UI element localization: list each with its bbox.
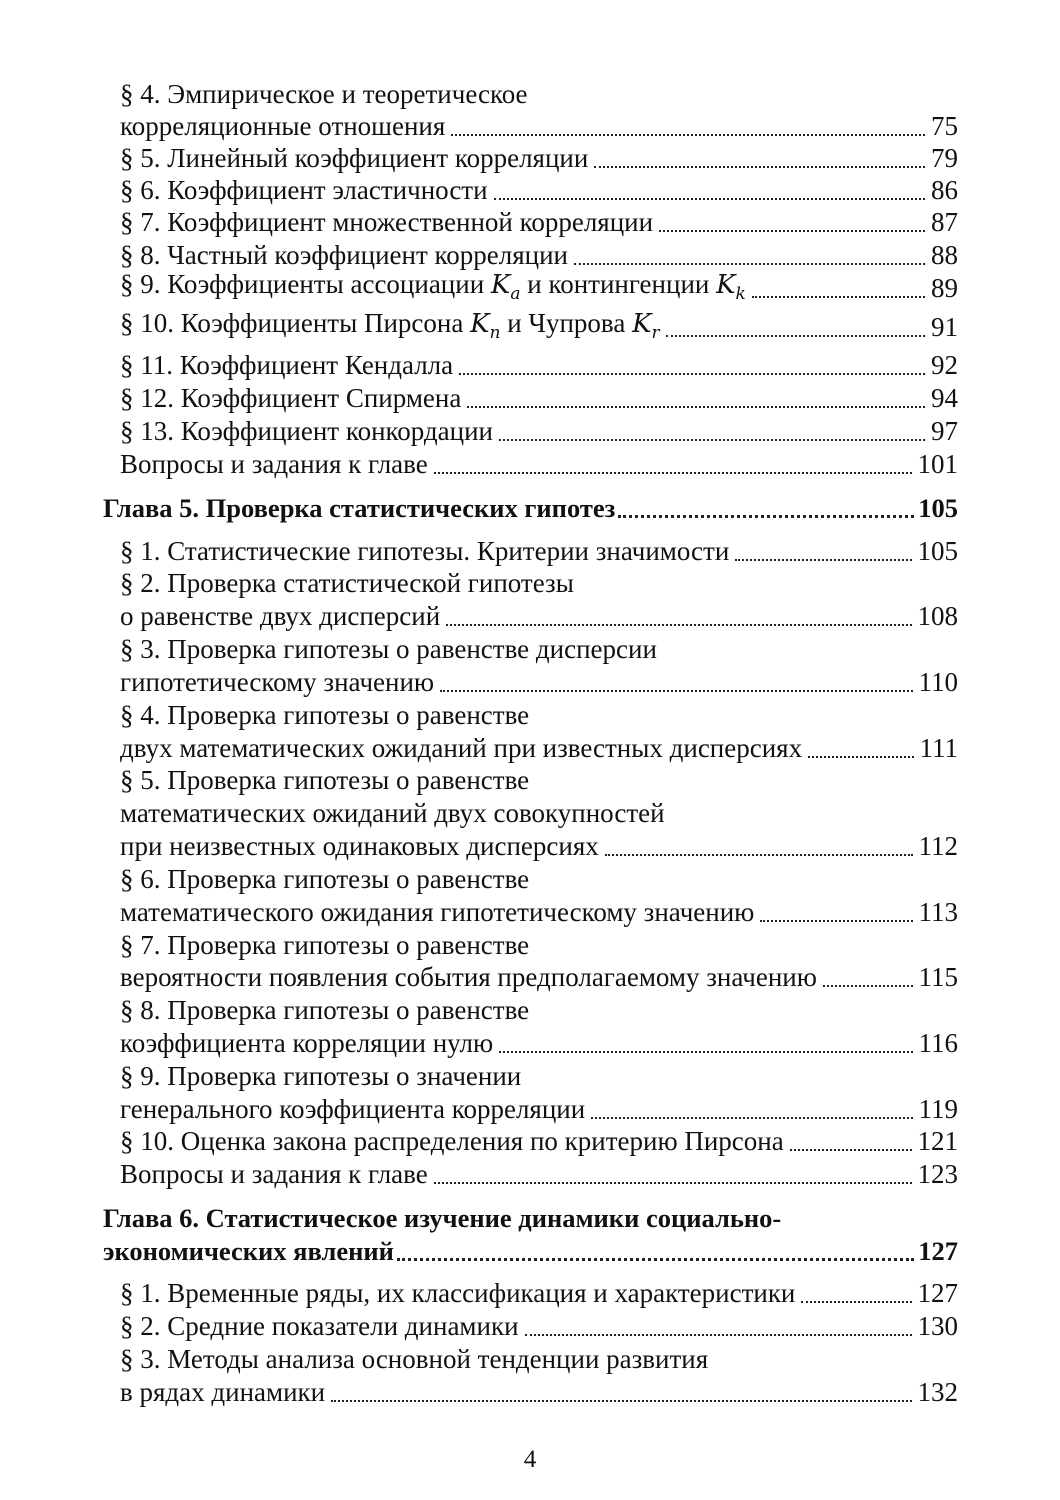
toc-page-number: 123	[917, 1159, 958, 1189]
toc-line	[120, 1277, 958, 1310]
toc-page-number: 119	[918, 1094, 958, 1124]
dot-leader	[434, 472, 912, 474]
toc-entry-title: в рядах динамики	[120, 1377, 326, 1407]
dot-leader	[659, 230, 925, 232]
dot-leader	[808, 756, 913, 758]
toc-page-number: 97	[931, 416, 958, 446]
toc-page-number: 89	[931, 273, 958, 303]
dot-leader	[331, 1400, 911, 1402]
toc-entry-title: § 4. Эмпирическое и теоретическое	[120, 79, 528, 109]
toc-page-number: 116	[918, 1028, 958, 1058]
toc-page-number: 92	[931, 350, 958, 380]
toc-entry-title: гипотетическому значению	[120, 667, 435, 697]
toc-line	[120, 961, 958, 994]
toc-line	[120, 1158, 958, 1191]
toc-page-number: 112	[918, 831, 958, 861]
toc-line	[120, 110, 958, 143]
toc-line	[120, 142, 958, 175]
toc-page-number: 105	[917, 536, 958, 566]
toc-line	[120, 1125, 958, 1158]
dot-leader	[434, 1182, 912, 1184]
toc-entry-title: коэффициента корреляции нулю	[120, 1028, 494, 1058]
toc-line	[120, 1310, 958, 1343]
dot-leader	[735, 559, 911, 561]
toc-line	[120, 78, 958, 111]
math-symbol: $K_k$	[716, 270, 746, 304]
toc-chapter-heading	[103, 492, 958, 525]
toc-page-number: 105	[918, 493, 958, 523]
toc-entry-title	[120, 307, 660, 344]
toc-entry-text: и Чупрова	[507, 308, 626, 338]
toc-page-number: 115	[918, 962, 958, 992]
toc-line	[120, 448, 958, 481]
toc-line	[120, 929, 958, 962]
toc-entry-title: § 8. Проверка гипотезы о равенстве	[120, 995, 530, 1025]
toc-line	[120, 269, 958, 305]
toc-line	[120, 666, 958, 699]
toc-entry-title: § 12. Коэффициент Спирмена	[120, 383, 462, 413]
dot-leader	[605, 854, 913, 856]
toc-line	[120, 349, 958, 382]
toc-chapter-heading	[103, 1235, 958, 1268]
toc-entry-title: Вопросы и задания к главе	[120, 1159, 428, 1189]
dot-leader	[760, 920, 912, 922]
math-symbol: $K_r$	[632, 309, 660, 343]
toc-line	[120, 174, 958, 207]
toc-entry-title: экономических явлений	[103, 1236, 394, 1266]
toc-entry-title: § 3. Проверка гипотезы о равенстве дисперсии	[120, 634, 657, 664]
toc-entry-title: § 13. Коэффициент конкордации	[120, 416, 493, 446]
toc-entry-title: § 6. Проверка гипотезы о равенстве	[120, 864, 530, 894]
dot-leader	[618, 515, 914, 518]
toc-page-number: 86	[931, 175, 958, 205]
toc-line	[120, 633, 958, 666]
toc-line	[120, 308, 958, 344]
toc-page-number: 79	[931, 143, 958, 173]
dot-leader	[591, 1117, 912, 1119]
toc-entry-title: § 7. Коэффициент множественной корреляции	[120, 207, 654, 237]
toc-page-number: 127	[918, 1236, 958, 1266]
toc-page-number: 88	[931, 240, 958, 270]
toc-entry-title: § 11. Коэффициент Кендалла	[120, 350, 454, 380]
toc-line	[120, 863, 958, 896]
toc-entry-title: § 2. Средние показатели динамики	[120, 1311, 519, 1341]
toc-entry-title: § 5. Проверка гипотезы о равенстве	[120, 765, 530, 795]
toc-entry-title: Глава 5. Проверка статистических гипотез	[103, 493, 616, 523]
toc-entry-title: § 1. Статистические гипотезы. Критерии значимости	[120, 536, 730, 566]
toc-page-number: 111	[919, 733, 958, 763]
toc-entry-title: § 8. Частный коэффициент корреляции	[120, 240, 568, 270]
toc-entry-title: § 5. Линейный коэффициент корреляции	[120, 143, 589, 173]
toc-entry-title: § 9. Проверка гипотезы о значении	[120, 1061, 522, 1091]
toc-page-number: 87	[931, 207, 958, 237]
dot-leader	[666, 335, 925, 337]
toc-line	[120, 994, 958, 1027]
math-symbol: $K_n$	[470, 309, 501, 343]
toc-line	[120, 1027, 958, 1060]
toc-page-number: 121	[917, 1126, 958, 1156]
toc-entry-title: математического ожидания гипотетическому значению	[120, 897, 755, 927]
math-symbol: $K_a$	[490, 270, 521, 304]
dot-leader	[494, 198, 925, 200]
dot-leader	[801, 1301, 911, 1303]
toc-line	[120, 764, 958, 797]
dot-leader	[440, 690, 912, 692]
toc-entry-title: корреляционные отношения	[120, 111, 446, 141]
toc-entry-title: § 2. Проверка статистической гипотезы	[120, 568, 574, 598]
toc-line	[120, 382, 958, 415]
toc-line	[120, 1093, 958, 1126]
toc-page-number: 108	[917, 601, 958, 631]
dot-leader	[790, 1149, 912, 1151]
dot-leader	[446, 624, 911, 626]
toc-page-number: 94	[931, 383, 958, 413]
toc-page-number: 101	[917, 449, 958, 479]
dot-leader	[525, 1334, 912, 1336]
toc-page-number: 130	[917, 1311, 958, 1341]
toc-entry-title: о равенстве двух дисперсий	[120, 601, 441, 631]
toc-page-number: 132	[917, 1377, 958, 1407]
dot-leader	[467, 406, 925, 408]
toc-entry-title: § 1. Временные ряды, их классификация и характеристики	[120, 1278, 796, 1308]
toc-line	[120, 415, 958, 448]
toc-entry-title: при неизвестных одинаковых дисперсиях	[120, 831, 599, 861]
toc-entry-title: генерального коэффициента корреляции	[120, 1094, 586, 1124]
toc-page-number: 113	[918, 897, 958, 927]
toc-entry-title: § 6. Коэффициент эластичности	[120, 175, 488, 205]
toc-line	[120, 600, 958, 633]
toc-line	[120, 732, 958, 765]
toc-line	[120, 797, 958, 830]
toc-chapter-heading	[103, 1202, 958, 1235]
dot-leader	[499, 439, 925, 441]
toc-line	[120, 1343, 958, 1376]
toc-entry-title: двух математических ожиданий при известных дисперсиях	[120, 733, 803, 763]
toc-page-number: 110	[918, 667, 958, 697]
dot-leader	[499, 1051, 912, 1053]
dot-leader	[752, 296, 925, 298]
toc-line	[120, 830, 958, 863]
toc-line	[120, 1060, 958, 1093]
toc-entry-title: вероятности появления события предполагаемому значению	[120, 962, 817, 992]
page-number: 4	[523, 1446, 537, 1473]
toc-entry-title: § 10. Оценка закона распределения по критерию Пирсона	[120, 1126, 784, 1156]
toc-entry-text: и контингенции	[527, 269, 710, 299]
toc-entry-title: Вопросы и задания к главе	[120, 449, 428, 479]
toc-entry-title: математических ожиданий двух совокупностей	[120, 798, 665, 828]
toc-line	[120, 896, 958, 929]
dot-leader	[397, 1258, 914, 1261]
toc-entry-text: § 10. Коэффициенты Пирсона	[120, 308, 464, 338]
dot-leader	[451, 134, 925, 136]
toc-page-number: 127	[917, 1278, 958, 1308]
toc-entry-title	[120, 268, 746, 305]
toc-page-number: 91	[931, 312, 958, 342]
toc-entry-title: § 7. Проверка гипотезы о равенстве	[120, 930, 530, 960]
toc-line	[120, 699, 958, 732]
toc-line	[120, 206, 958, 239]
toc-line	[120, 567, 958, 600]
dot-leader	[594, 166, 925, 168]
toc-page-number: 75	[931, 111, 958, 141]
toc-entry-text: § 9. Коэффициенты ассоциации	[120, 269, 485, 299]
toc-entry-title: § 3. Методы анализа основной тенденции развития	[120, 1344, 709, 1374]
toc-line	[120, 535, 958, 568]
dot-leader	[574, 263, 925, 265]
toc-entry-title: § 4. Проверка гипотезы о равенстве	[120, 700, 530, 730]
dot-leader	[459, 373, 925, 375]
dot-leader	[823, 985, 913, 987]
toc-entry-title: Глава 6. Статистическое изучение динамики социально-	[103, 1203, 782, 1233]
toc-line	[120, 1376, 958, 1409]
